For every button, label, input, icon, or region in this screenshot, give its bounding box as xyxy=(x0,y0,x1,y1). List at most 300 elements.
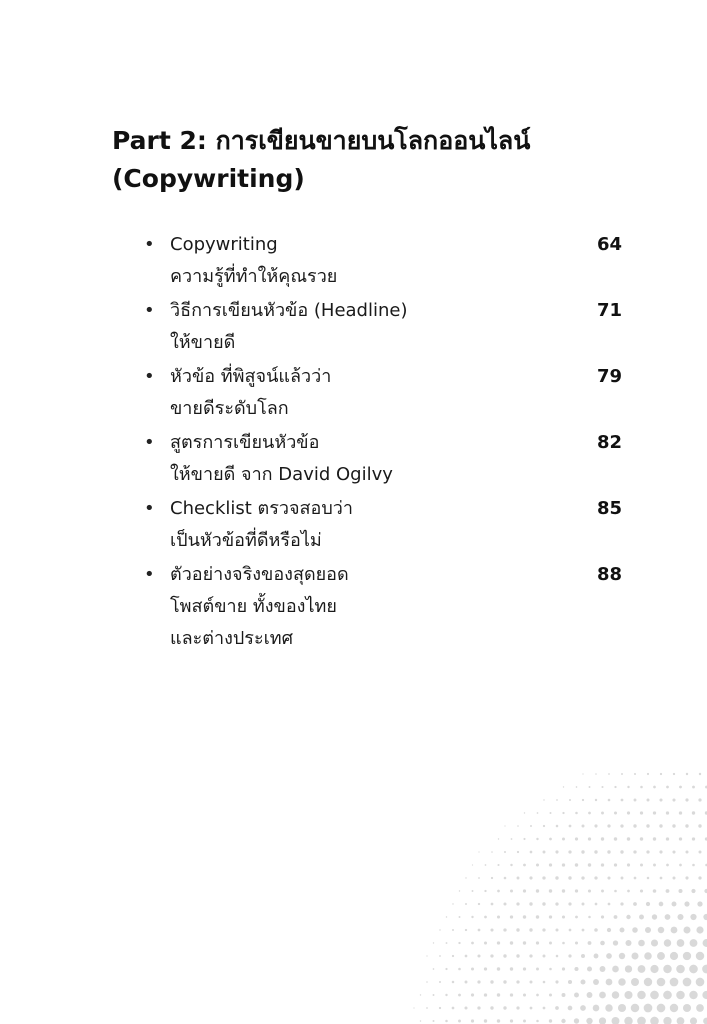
halftone-dot xyxy=(666,889,670,893)
halftone-dot xyxy=(676,991,685,1000)
halftone-dot xyxy=(580,979,585,984)
halftone-dot xyxy=(562,993,566,997)
halftone-dot xyxy=(569,929,572,932)
halftone-dot xyxy=(497,1019,500,1022)
halftone-dot xyxy=(562,863,565,866)
bullet-icon: • xyxy=(144,498,155,519)
halftone-dot xyxy=(568,980,572,984)
halftone-dot xyxy=(503,928,506,931)
halftone-dot xyxy=(619,953,625,959)
halftone-dot xyxy=(562,838,565,841)
halftone-dot xyxy=(652,914,657,919)
halftone-dot xyxy=(607,824,610,827)
halftone-dot xyxy=(624,991,632,999)
halftone-dot xyxy=(582,773,583,774)
halftone-dot xyxy=(631,1004,640,1013)
halftone-dot xyxy=(582,929,585,932)
halftone-dot xyxy=(645,927,651,933)
halftone-dot xyxy=(543,1007,546,1010)
halftone-dot xyxy=(684,901,689,906)
halftone-dot xyxy=(657,952,665,960)
halftone-dot xyxy=(555,902,558,905)
halftone-dot xyxy=(568,902,571,905)
halftone-dot xyxy=(703,939,707,947)
halftone-dot xyxy=(620,850,623,853)
halftone-dot xyxy=(562,942,565,945)
halftone-dot xyxy=(614,915,618,919)
halftone-dot xyxy=(503,902,506,905)
halftone-dot xyxy=(620,928,625,933)
halftone-dot xyxy=(420,994,421,995)
halftone-dot xyxy=(445,994,447,996)
halftone-dot xyxy=(536,994,539,997)
halftone-dot xyxy=(497,993,500,996)
halftone-dot xyxy=(523,889,526,892)
halftone-dot xyxy=(677,939,685,947)
halftone-dot xyxy=(677,914,683,920)
halftone-dot xyxy=(452,903,453,904)
halftone-dot xyxy=(627,863,630,866)
halftone-dot xyxy=(621,799,624,802)
halftone-dot xyxy=(485,864,487,866)
halftone-dot xyxy=(666,811,669,814)
halftone-dot xyxy=(549,915,552,918)
halftone-dot xyxy=(663,991,672,1000)
halftone-dot xyxy=(497,864,499,866)
halftone-dot xyxy=(620,824,623,827)
halftone-dot xyxy=(568,876,571,879)
halftone-dot xyxy=(464,1006,467,1009)
halftone-dot xyxy=(452,929,454,931)
toc-entry-title xyxy=(170,427,560,491)
halftone-dot xyxy=(696,978,705,987)
halftone-dot xyxy=(608,903,611,906)
halftone-dot xyxy=(574,993,579,998)
halftone-dot xyxy=(586,1018,592,1024)
halftone-dot xyxy=(625,965,632,972)
halftone-dot xyxy=(640,864,643,867)
halftone-dot xyxy=(690,914,696,920)
halftone-dot xyxy=(490,928,493,931)
halftone-dot xyxy=(692,864,695,867)
halftone-dot xyxy=(517,877,520,880)
halftone-dot xyxy=(471,993,474,996)
toc-entry-title xyxy=(170,559,560,655)
halftone-dot xyxy=(582,825,585,828)
halftone-dot xyxy=(433,942,434,943)
toc-entry-line: หัวข้อ ที่พิสูจน์แล้วว่า xyxy=(170,366,332,387)
halftone-dot xyxy=(653,786,656,789)
toc-entry-line: ให้ขายดี xyxy=(170,332,236,353)
halftone-dot xyxy=(644,978,652,986)
toc-entry-line: วิธีการเขียนหัวข้อ (Headline) xyxy=(170,300,408,321)
halftone-dot xyxy=(549,994,552,997)
toc-entry-line: Copywriting xyxy=(170,234,278,255)
halftone-dot xyxy=(439,981,441,983)
section-title-line-2: (Copywriting) xyxy=(112,164,305,193)
halftone-dot xyxy=(529,954,532,957)
halftone-dot xyxy=(556,799,558,801)
halftone-dot-pattern xyxy=(280,770,707,1024)
halftone-dot xyxy=(503,954,506,957)
halftone-dot xyxy=(637,1017,646,1024)
halftone-dot xyxy=(692,837,695,840)
halftone-dot xyxy=(659,902,664,907)
halftone-dot xyxy=(452,981,455,984)
toc-entry-line: ขายดีระดับโลก xyxy=(170,398,289,419)
halftone-dot xyxy=(575,812,578,815)
bullet-icon: • xyxy=(144,234,155,255)
halftone-dot xyxy=(484,1019,487,1022)
halftone-dot xyxy=(612,966,619,973)
halftone-dot xyxy=(620,902,623,905)
halftone-dot xyxy=(587,992,593,998)
halftone-dot xyxy=(606,979,613,986)
halftone-dot xyxy=(471,1019,474,1022)
halftone-dot xyxy=(523,915,526,918)
halftone-dot xyxy=(672,824,675,827)
halftone-dot xyxy=(562,889,565,892)
halftone-dot xyxy=(664,939,671,946)
halftone-dot xyxy=(452,1007,455,1010)
halftone-dot xyxy=(650,1017,659,1024)
halftone-dot xyxy=(634,877,637,880)
halftone-dot xyxy=(670,952,678,960)
halftone-dot xyxy=(511,838,513,840)
halftone-dot xyxy=(702,965,707,974)
halftone-dot xyxy=(627,890,630,893)
halftone-dot xyxy=(510,941,513,944)
halftone-dot xyxy=(601,915,604,918)
halftone-dot xyxy=(658,927,665,934)
halftone-dot xyxy=(685,850,688,853)
toc-entry-line: Checklist ตรวจสอบว่า xyxy=(170,498,353,519)
halftone-dot xyxy=(458,968,461,971)
halftone-dot xyxy=(562,915,565,918)
halftone-dot xyxy=(491,851,493,853)
halftone-dot xyxy=(659,798,662,801)
toc-entry xyxy=(144,361,630,425)
halftone-dot xyxy=(612,1017,620,1024)
halftone-dot xyxy=(690,939,698,947)
halftone-dot xyxy=(613,940,618,945)
halftone-dot xyxy=(497,941,500,944)
halftone-dot xyxy=(696,926,703,933)
halftone-dot xyxy=(549,889,552,892)
halftone-dot xyxy=(484,993,487,996)
halftone-dot xyxy=(458,994,461,997)
halftone-dot xyxy=(614,837,617,840)
halftone-dot xyxy=(689,991,697,999)
halftone-dot xyxy=(530,851,533,854)
halftone-dot xyxy=(523,864,526,867)
halftone-dot xyxy=(618,978,625,985)
halftone-dot xyxy=(516,928,519,931)
halftone-dot xyxy=(657,1004,666,1013)
halftone-dot xyxy=(523,1020,526,1023)
halftone-dot xyxy=(536,968,539,971)
toc-entry-title xyxy=(170,361,560,425)
halftone-dot xyxy=(575,941,578,944)
halftone-dot xyxy=(439,1007,441,1009)
bullet-icon: • xyxy=(144,366,155,387)
halftone-dot xyxy=(621,773,623,775)
toc-entry-title xyxy=(170,229,560,293)
halftone-dot xyxy=(445,1020,448,1023)
halftone-dot xyxy=(660,877,663,880)
halftone-dot xyxy=(517,825,519,827)
halftone-dot xyxy=(516,902,519,905)
halftone-dot xyxy=(646,850,649,853)
halftone-dot xyxy=(439,929,440,930)
halftone-dot xyxy=(601,863,604,866)
halftone-dot xyxy=(612,991,620,999)
halftone-dot xyxy=(640,889,643,892)
halftone-dot xyxy=(490,980,493,983)
halftone-dot xyxy=(703,1018,707,1024)
halftone-dot xyxy=(543,955,546,958)
halftone-dot xyxy=(562,967,565,970)
halftone-dot xyxy=(618,1004,626,1012)
halftone-dot xyxy=(633,824,636,827)
halftone-dot xyxy=(663,1017,671,1024)
halftone-dot xyxy=(698,850,701,853)
halftone-dot xyxy=(659,850,662,853)
toc-entry-line: โพสต์ขาย ทั้งของไทย xyxy=(170,596,337,617)
halftone-dot xyxy=(563,786,564,787)
toc-page-number: 85 xyxy=(596,498,622,519)
halftone-dot xyxy=(588,889,591,892)
halftone-dot xyxy=(634,773,636,775)
halftone-dot xyxy=(477,954,480,957)
halftone-dot xyxy=(599,992,606,999)
halftone-dot xyxy=(651,939,658,946)
halftone-dot xyxy=(582,799,584,801)
halftone-dot xyxy=(621,877,624,880)
halftone-dot xyxy=(420,1020,422,1022)
halftone-dot xyxy=(666,864,669,867)
halftone-dot xyxy=(478,903,480,905)
section-title-line-1: Part 2: การเขียนขายบนโลกออนไลน์ xyxy=(112,126,531,155)
halftone-dot xyxy=(607,876,610,879)
halftone-dot xyxy=(536,889,539,892)
halftone-dot xyxy=(478,877,480,879)
halftone-dot xyxy=(587,966,592,971)
halftone-dot xyxy=(601,890,604,893)
toc-entry-title xyxy=(170,295,560,359)
halftone-dot xyxy=(555,928,558,931)
halftone-dot xyxy=(653,811,656,814)
halftone-dot xyxy=(484,967,487,970)
halftone-dot xyxy=(484,941,487,944)
halftone-dot xyxy=(634,799,637,802)
halftone-dot xyxy=(627,786,629,788)
toc-entry-line: และต่างประเทศ xyxy=(170,628,294,649)
halftone-dot xyxy=(472,890,474,892)
halftone-dot xyxy=(689,965,698,974)
halftone-dot xyxy=(671,927,678,934)
halftone-dot xyxy=(594,876,597,879)
halftone-dot xyxy=(465,981,468,984)
halftone-dot xyxy=(458,942,460,944)
halftone-dot xyxy=(685,876,688,879)
halftone-dot xyxy=(503,1006,506,1009)
halftone-dot xyxy=(601,786,603,788)
halftone-dot xyxy=(477,980,480,983)
halftone-dot xyxy=(542,928,545,931)
halftone-dot xyxy=(639,915,644,920)
toc-entry xyxy=(144,493,630,557)
halftone-dot xyxy=(683,978,692,987)
halftone-dot xyxy=(614,811,617,814)
halftone-dot xyxy=(638,965,646,973)
section-title xyxy=(112,122,652,198)
halftone-dot xyxy=(594,954,599,959)
halftone-dot xyxy=(549,968,552,971)
halftone-dot xyxy=(605,1004,612,1011)
halftone-dot xyxy=(588,941,592,945)
halftone-dot xyxy=(452,955,454,957)
halftone-dot xyxy=(672,850,675,853)
halftone-dot xyxy=(653,864,656,867)
halftone-dot xyxy=(595,799,597,801)
halftone-dot xyxy=(624,1017,632,1024)
halftone-dot xyxy=(599,1017,606,1024)
halftone-dot xyxy=(666,837,669,840)
halftone-dot xyxy=(575,889,578,892)
halftone-dot xyxy=(555,850,558,853)
halftone-dot xyxy=(465,955,468,958)
halftone-dot xyxy=(685,824,688,827)
halftone-dot xyxy=(666,786,669,789)
halftone-dot xyxy=(504,877,507,880)
halftone-dot xyxy=(536,915,539,918)
halftone-dot xyxy=(601,837,604,840)
halftone-dot xyxy=(614,890,617,893)
halftone-dot xyxy=(516,1006,519,1009)
halftone-dot xyxy=(536,838,538,840)
halftone-dot xyxy=(530,825,532,827)
halftone-dot xyxy=(683,952,691,960)
halftone-dot xyxy=(698,876,701,879)
halftone-dot xyxy=(574,1018,579,1023)
toc-page-number: 64 xyxy=(596,234,622,255)
halftone-dot xyxy=(653,889,657,893)
halftone-dot xyxy=(685,798,688,801)
halftone-dot xyxy=(686,773,688,775)
halftone-dot xyxy=(555,1006,559,1010)
toc-entry xyxy=(144,229,630,293)
halftone-dot xyxy=(459,890,460,891)
halftone-dot xyxy=(691,889,695,893)
halftone-dot xyxy=(647,799,650,802)
halftone-dot xyxy=(607,928,611,932)
halftone-dot xyxy=(631,978,639,986)
halftone-dot xyxy=(568,1006,573,1011)
halftone-dot xyxy=(478,851,479,852)
halftone-dot xyxy=(637,991,645,999)
halftone-dot xyxy=(530,981,533,984)
halftone-dot xyxy=(699,773,701,775)
halftone-dot xyxy=(497,890,500,893)
halftone-dot xyxy=(614,863,617,866)
halftone-dot xyxy=(490,954,493,957)
halftone-dot xyxy=(679,837,682,840)
halftone-dot xyxy=(633,850,636,853)
halftone-dot xyxy=(517,851,519,853)
halftone-dot xyxy=(672,902,677,907)
halftone-dot xyxy=(556,825,559,828)
halftone-dot xyxy=(537,812,539,814)
halftone-dot xyxy=(504,851,506,853)
halftone-dot xyxy=(640,837,643,840)
halftone-dot xyxy=(536,1020,539,1023)
halftone-dot xyxy=(679,811,682,814)
bullet-icon: • xyxy=(144,432,155,453)
halftone-dot xyxy=(670,1004,678,1012)
halftone-dot xyxy=(647,773,649,775)
halftone-dot xyxy=(601,812,604,815)
halftone-dot xyxy=(504,825,505,826)
halftone-dot xyxy=(555,876,558,879)
halftone-dot xyxy=(627,811,630,814)
halftone-dot xyxy=(594,850,597,853)
halftone-dot xyxy=(608,799,611,802)
halftone-dot xyxy=(516,954,519,957)
halftone-dot xyxy=(549,1019,552,1022)
halftone-dot xyxy=(633,902,637,906)
halftone-dot xyxy=(632,927,638,933)
halftone-dot xyxy=(589,786,591,788)
toc-entry-line: สูตรการเขียนหัวข้อ xyxy=(170,432,320,453)
halftone-dot xyxy=(549,863,552,866)
halftone-dot xyxy=(497,967,500,970)
halftone-dot xyxy=(498,838,499,839)
toc-page-number: 79 xyxy=(596,366,622,387)
halftone-dot xyxy=(471,942,474,945)
halftone-dot xyxy=(516,980,519,983)
halftone-dot xyxy=(529,902,532,905)
halftone-dot xyxy=(575,916,578,919)
halftone-dot xyxy=(433,968,435,970)
halftone-dot xyxy=(640,811,643,814)
halftone-dot xyxy=(650,991,659,1000)
halftone-dot xyxy=(582,903,585,906)
halftone-dot xyxy=(581,954,585,958)
halftone-dot xyxy=(471,916,473,918)
halftone-dot xyxy=(549,942,552,945)
halftone-dot xyxy=(446,942,448,944)
halftone-dot xyxy=(659,824,662,827)
halftone-dot xyxy=(484,916,487,919)
halftone-dot xyxy=(543,851,546,854)
halftone-dot xyxy=(523,941,526,944)
halftone-dot xyxy=(595,773,597,775)
halftone-dot xyxy=(588,916,591,919)
halftone-dot xyxy=(679,786,682,789)
halftone-dot xyxy=(594,928,598,932)
halftone-dot xyxy=(510,890,513,893)
toc-entry-line: ให้ขายดี จาก David Ogilvy xyxy=(170,464,393,485)
halftone-dot xyxy=(703,914,707,920)
halftone-dot xyxy=(607,850,610,853)
halftone-dot xyxy=(549,838,552,841)
halftone-dot xyxy=(683,926,690,933)
halftone-dot xyxy=(653,837,656,840)
halftone-dot xyxy=(523,838,525,840)
bullet-icon: • xyxy=(144,300,155,321)
halftone-dot xyxy=(477,1006,480,1009)
